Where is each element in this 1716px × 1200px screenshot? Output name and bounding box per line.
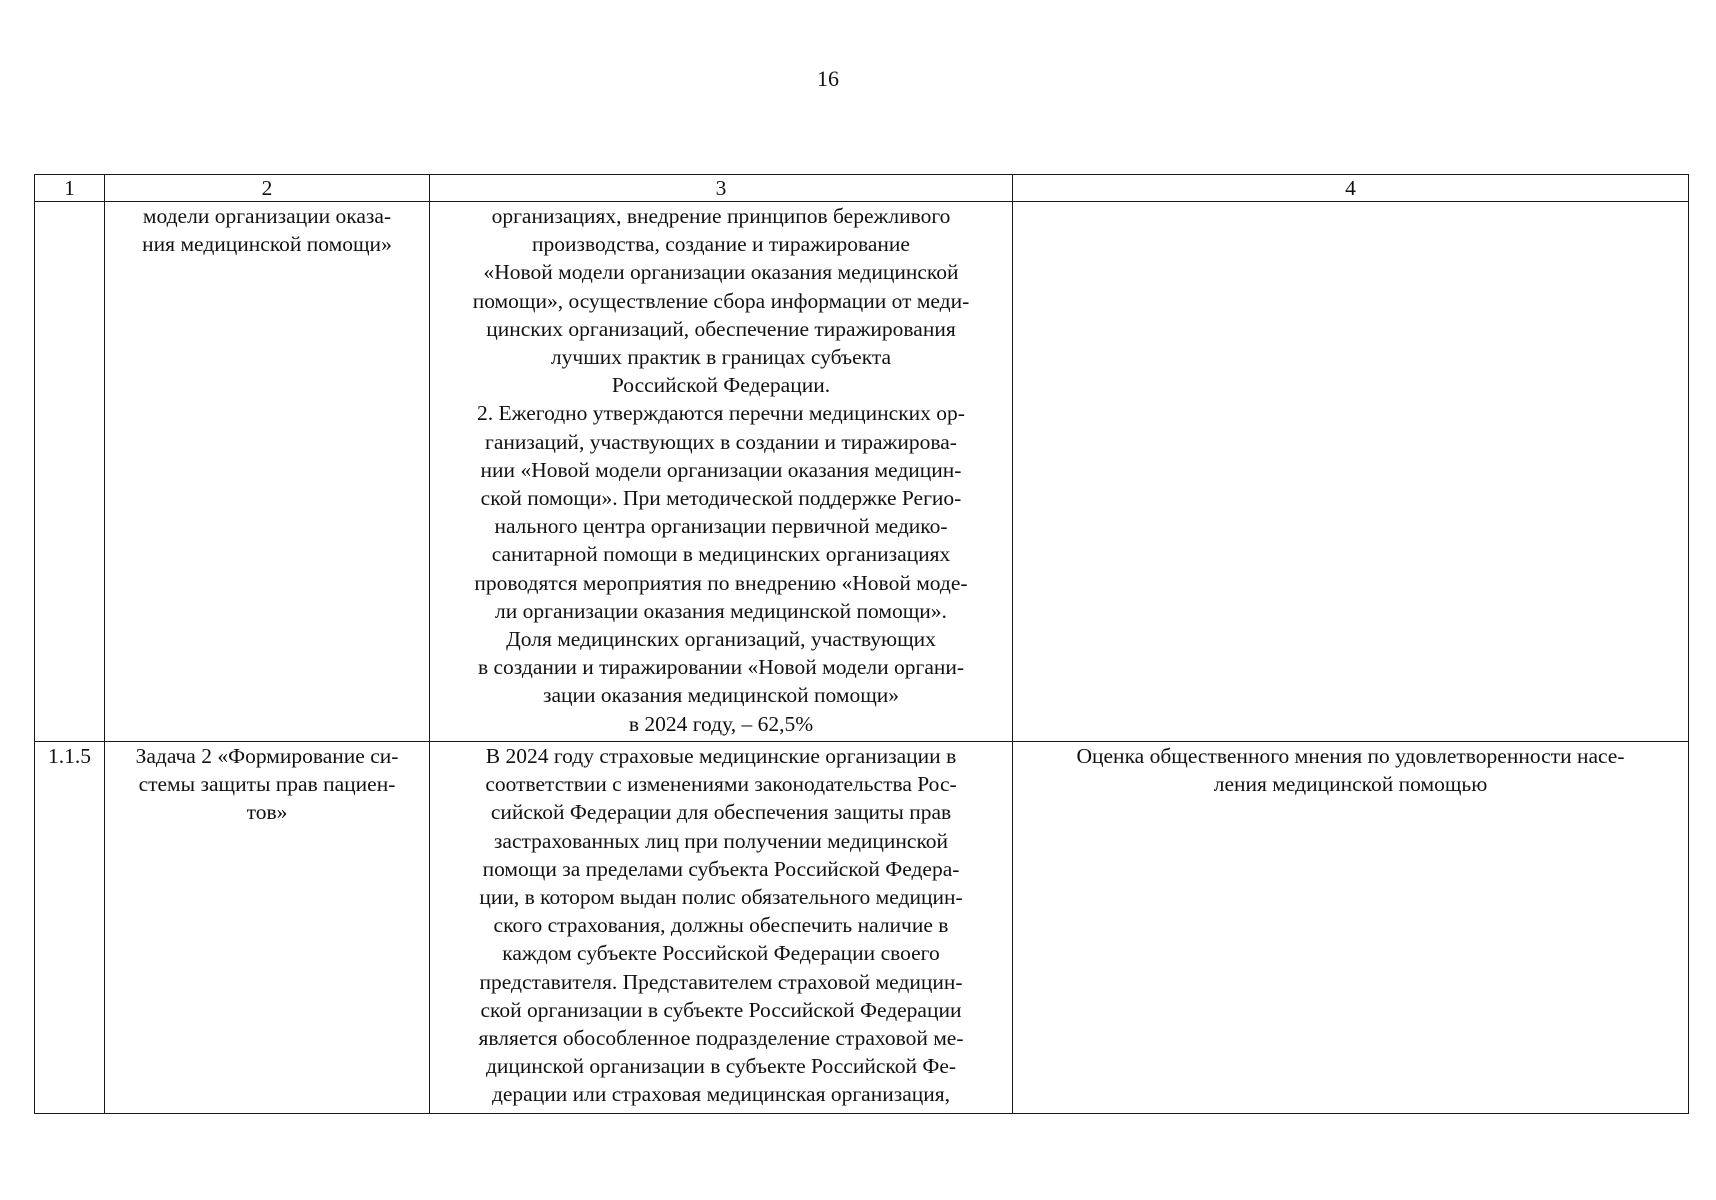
page-number: 16 [817,66,839,91]
header-cell-4: 4 [1013,175,1689,202]
row-number-cell [35,742,105,1114]
cell-text-line: лучших практик в границах субъекта [550,345,892,370]
cell-text-line: «Новой модели организации оказания медицинской [483,260,959,285]
cell-text-line: дерации или страховая медицинская организация, [491,1082,951,1107]
cell-text-line: в 2024 году, – 62,5% [628,711,814,736]
description-cell [430,742,1013,1114]
cell-text-line: нии «Новой модели организации оказания медицин- [480,457,962,482]
cell-text-line: представителя. Представителем страховой медицин- [479,969,963,994]
cell-text-line: Доля медицинских организаций, участвующих [506,627,936,652]
cell-text-line: ского страхования, должны обеспечить наличие в [493,913,949,938]
cell-text-line: в создании и тиражировании «Новой модели органи- [477,655,965,680]
cell-text-line: застрахованных лиц при получении медицинской [493,828,949,853]
table-row [35,742,1689,1114]
indicator-cell [1013,742,1689,1114]
cell-text-line: ции, в котором выдан полис обязательного медицин- [479,885,963,910]
cell-text-line: сийской Федерации для обеспечения защиты прав [490,800,952,825]
description-cell [430,202,1013,742]
document-table [34,174,1689,1114]
cell-text-line: помощи за пределами субъекта Российской Федера- [482,856,960,881]
cell-text-line: стемы защиты прав пациен- [138,772,396,797]
cell-text-line: каждом субъекте Российской Федерации своего [502,941,940,966]
cell-text-line: санитарной помощи в медицинских организациях [491,542,951,567]
cell-text-line: цинских организаций, обеспечение тиражирования [486,316,956,341]
indicator-cell [1013,202,1689,742]
table-header-row [35,175,1689,202]
cell-text-line: 2. Ежегодно утверждаются перечни медицинских ор- [477,401,965,426]
header-cell-2: 2 [105,175,430,202]
cell-text-line: помощи», осуществление сбора информации от меди- [472,288,970,313]
cell-text-line: Задача 2 «Формирование си- [135,744,399,768]
cell-text-line: Оценка общественного мнения по удовлетворенности насе- [1076,744,1625,768]
header-cell-3: 3 [430,175,1013,202]
cell-text-line: соответствии с изменениями законодательства Рос- [485,772,957,797]
table-row [35,202,1689,742]
cell-text-line: ганизаций, участвующих в создании и тиражирова- [485,429,957,454]
cell-text-line: зации оказания медицинской помощи» [542,683,900,708]
row-number-cell [35,202,105,742]
cell-text-line: организациях, внедрение принципов бережливого [491,204,951,228]
cell-text-line: дицинской организации в субъекте Российской Фе- [485,1054,957,1079]
cell-text-line: ской помощи». При методической поддержке Регио- [480,486,962,511]
cell-text-line: ской организации в субъекте Российской Федерации [480,997,962,1022]
cell-text-line: нального центра организации первичной медико- [494,514,948,539]
cell-text-line: ли организации оказания медицинской помощи». [495,598,947,623]
task-name-cell [105,742,430,1114]
cell-text-line: производства, создание и тиражирование [532,232,910,257]
cell-text-line: тов» [246,800,288,825]
cell-text-line: В 2024 году страховые медицинские организации в [485,744,957,768]
task-name-cell [105,202,430,742]
cell-text-line: 1.1.5 [48,744,91,768]
cell-text-line: Российской Федерации. [611,373,831,398]
cell-text-line: проводятся мероприятия по внедрению «Новой моде- [474,570,968,595]
cell-text-line: модели организации оказа- [142,204,392,228]
cell-text-line: ления медицинской помощью [1213,772,1488,797]
header-cell-1: 1 [35,175,105,202]
cell-text-line: ния медицинской помощи» [142,232,392,257]
cell-text-line: является обособленное подразделение страховой ме- [478,1026,964,1051]
